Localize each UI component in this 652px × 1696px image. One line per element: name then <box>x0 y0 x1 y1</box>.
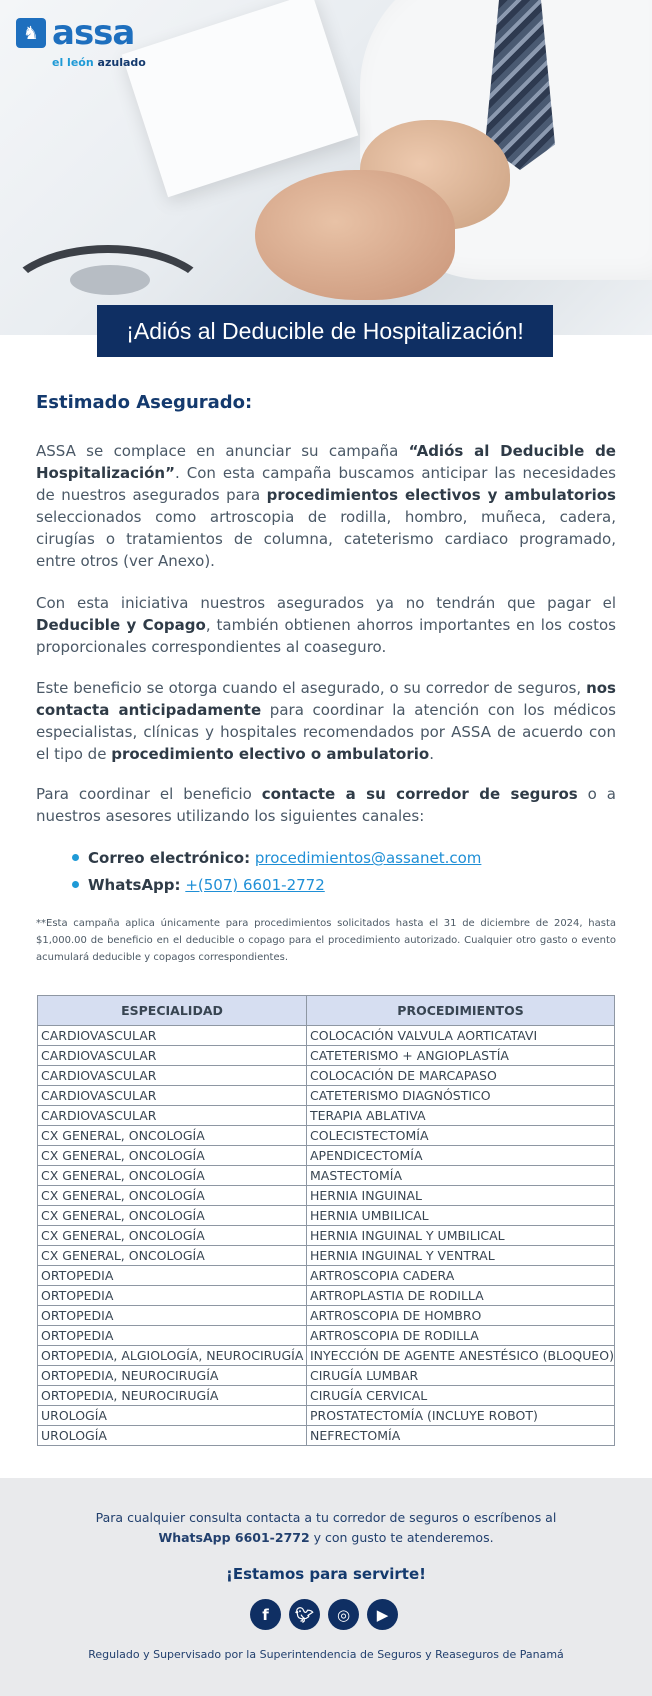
cell-specialty: CX GENERAL, ONCOLOGÍA <box>38 1246 307 1266</box>
instagram-icon[interactable]: ◎ <box>328 1599 359 1630</box>
cell-procedure: CIRUGÍA CERVICAL <box>307 1386 615 1406</box>
text: seleccionados como artroscopia de rodilla, hombro, muñeca, cadera, cirugías o tratamientos de columna, cateterismo cardiaco programado, entre otros (ver Anexo). <box>36 508 616 570</box>
facebook-icon[interactable]: f <box>250 1599 281 1630</box>
brand-logo[interactable] <box>16 13 135 53</box>
greeting: Estimado Asegurado: <box>36 392 253 413</box>
table-row <box>38 1246 615 1266</box>
table-header-row <box>38 996 615 1026</box>
cell-procedure: NEFRECTOMÍA <box>307 1426 615 1446</box>
email-label: Correo electrónico: <box>88 849 251 867</box>
hero-document-sheet <box>122 0 359 197</box>
whatsapp-label: WhatsApp: <box>88 876 181 894</box>
cell-specialty: ORTOPEDIA, ALGIOLOGÍA, NEUROCIRUGÍA <box>38 1346 307 1366</box>
cell-specialty: CX GENERAL, ONCOLOGÍA <box>38 1206 307 1226</box>
cell-procedure: CATETERISMO DIAGNÓSTICO <box>307 1086 615 1106</box>
cell-procedure: INYECCIÓN DE AGENTE ANESTÉSICO (BLOQUEO) <box>307 1346 615 1366</box>
cell-specialty: CX GENERAL, ONCOLOGÍA <box>38 1126 307 1146</box>
cell-procedure: HERNIA INGUINAL Y VENTRAL <box>307 1246 615 1266</box>
procedures-bold: procedimientos electivos y ambulatorios <box>266 486 616 504</box>
cell-specialty: CARDIOVASCULAR <box>38 1066 307 1086</box>
cell-specialty: ORTOPEDIA <box>38 1266 307 1286</box>
contact-channels <box>70 845 481 899</box>
table-row <box>38 1126 615 1146</box>
table-row <box>38 1066 615 1086</box>
procedures-table <box>37 995 615 1446</box>
campaign-name-bold: “Adiós al Deducible de Hospitalización” <box>36 442 616 482</box>
social-links <box>250 1599 398 1630</box>
cell-specialty: CX GENERAL, ONCOLOGÍA <box>38 1186 307 1206</box>
table-row <box>38 1146 615 1166</box>
cell-procedure: CATETERISMO + ANGIOPLASTÍA <box>307 1046 615 1066</box>
cell-procedure: CIRUGÍA LUMBAR <box>307 1366 615 1386</box>
cell-specialty: CX GENERAL, ONCOLOGÍA <box>38 1166 307 1186</box>
footer-line1: Para cualquier consulta contacta a tu corredor de seguros o escríbenos al <box>95 1510 557 1525</box>
footer-whatsapp-bold: WhatsApp 6601-2772 <box>158 1530 310 1545</box>
cell-specialty: ORTOPEDIA <box>38 1306 307 1326</box>
text: Este beneficio se otorga cuando el asegurado, o su corredor de seguros, <box>36 679 587 697</box>
cell-procedure: ARTROSCOPIA DE RODILLA <box>307 1326 615 1346</box>
table-row <box>38 1186 615 1206</box>
cell-specialty: CARDIOVASCULAR <box>38 1026 307 1046</box>
paragraph-coordinate <box>36 783 616 827</box>
regulatory-text: Regulado y Supervisado por la Superintendencia de Seguros y Reaseguros de Panamá <box>88 1648 564 1661</box>
twitter-icon[interactable]: 🐦︎ <box>289 1599 320 1630</box>
brand-tagline <box>52 56 146 69</box>
cell-procedure: APENDICECTOMÍA <box>307 1146 615 1166</box>
table-row <box>38 1426 615 1446</box>
table-row <box>38 1306 615 1326</box>
cell-specialty: ORTOPEDIA, NEUROCIRUGÍA <box>38 1386 307 1406</box>
footer-contact-text <box>0 1508 652 1548</box>
table-row <box>38 1166 615 1186</box>
youtube-icon[interactable]: ▶ <box>367 1599 398 1630</box>
paragraph-intro <box>36 440 616 572</box>
table-row <box>38 1326 615 1346</box>
table-row <box>38 1106 615 1126</box>
cell-specialty: CARDIOVASCULAR <box>38 1106 307 1126</box>
text: . Con esta campaña buscamos anticipar las necesidades de nuestros asegurados para <box>36 464 616 504</box>
cell-procedure: COLOCACIÓN DE MARCAPASO <box>307 1066 615 1086</box>
cell-procedure: HERNIA INGUINAL <box>307 1186 615 1206</box>
cell-procedure: ARTROSCOPIA DE HOMBRO <box>307 1306 615 1326</box>
cell-procedure: ARTROSCOPIA CADERA <box>307 1266 615 1286</box>
table-row <box>38 1046 615 1066</box>
text: o a nuestros asesores utilizando los siguientes canales: <box>36 785 616 825</box>
procedure-type-bold: procedimiento electivo o ambulatorio <box>111 745 430 763</box>
table-row <box>38 1026 615 1046</box>
lion-icon: ♞ <box>16 18 46 48</box>
table-row <box>38 1366 615 1386</box>
hero-hands-clasped <box>255 170 455 300</box>
cell-procedure: COLOCACIÓN VALVULA AORTICATAVI <box>307 1026 615 1046</box>
table-row <box>38 1206 615 1226</box>
contact-broker-bold: contacte a su corredor de seguros <box>261 785 578 803</box>
whatsapp-link[interactable]: +(507) 6601-2772 <box>185 876 325 894</box>
table-row <box>38 1406 615 1426</box>
email-link[interactable]: procedimientos@assanet.com <box>254 849 482 867</box>
table-row <box>38 1386 615 1406</box>
campaign-title: ¡Adiós al Deducible de Hospitalización! <box>97 305 553 357</box>
paragraph-benefit <box>36 592 616 658</box>
text: para coordinar la atención con los médicos especialistas, clínicas y hospitales recomendados por ASSA de acuerdo con el tipo de <box>36 701 616 763</box>
cell-procedure: HERNIA UMBILICAL <box>307 1206 615 1226</box>
paragraph-conditions <box>36 677 616 765</box>
footer-closing: ¡Estamos para servirte! <box>226 1565 426 1583</box>
text: . <box>429 745 434 763</box>
cell-procedure: COLECISTECTOMÍA <box>307 1126 615 1146</box>
procedures-table-body <box>38 1026 615 1446</box>
contact-early-bold: nos contacta anticipadamente <box>36 679 616 719</box>
table-row <box>38 1226 615 1246</box>
campaign-footnote: **Esta campaña aplica únicamente para procedimientos solicitados hasta el 31 de diciembre de 2024, hasta $1,000.00 de beneficio en el deducible o copago para el procedimiento autorizado. Cualquier otro gasto o evento acumulará deducible y copagos correspondientes. <box>36 918 616 963</box>
footer <box>0 1478 652 1696</box>
footer-line2: y con gusto te atenderemos. <box>309 1530 494 1545</box>
cell-specialty: CX GENERAL, ONCOLOGÍA <box>38 1146 307 1166</box>
tagline-part1: el león <box>52 56 94 69</box>
cell-specialty: CARDIOVASCULAR <box>38 1086 307 1106</box>
cell-specialty: ORTOPEDIA, NEUROCIRUGÍA <box>38 1366 307 1386</box>
cell-specialty: UROLOGÍA <box>38 1426 307 1446</box>
cell-specialty: UROLOGÍA <box>38 1406 307 1426</box>
deductible-bold: Deducible y Copago <box>36 616 206 634</box>
cell-procedure: ARTROPLASTIA DE RODILLA <box>307 1286 615 1306</box>
text: ASSA se complace en anunciar su campaña <box>36 442 409 460</box>
header-specialty: ESPECIALIDAD <box>38 996 307 1026</box>
table-row <box>38 1346 615 1366</box>
table-row <box>38 1286 615 1306</box>
channel-whatsapp <box>70 872 481 899</box>
cell-procedure: PROSTATECTOMÍA (INCLUYE ROBOT) <box>307 1406 615 1426</box>
text: Para coordinar el beneficio <box>36 785 262 803</box>
channel-email <box>70 845 481 872</box>
cell-specialty: ORTOPEDIA <box>38 1326 307 1346</box>
cell-specialty: CX GENERAL, ONCOLOGÍA <box>38 1226 307 1246</box>
cell-procedure: MASTECTOMÍA <box>307 1166 615 1186</box>
table-row <box>38 1086 615 1106</box>
brand-name: assa <box>52 13 135 53</box>
cell-procedure: TERAPIA ABLATIVA <box>307 1106 615 1126</box>
hero-image <box>0 0 652 335</box>
cell-specialty: CARDIOVASCULAR <box>38 1046 307 1066</box>
header-procedures: PROCEDIMIENTOS <box>307 996 615 1026</box>
tagline-part2: azulado <box>97 56 146 69</box>
cell-procedure: HERNIA INGUINAL Y UMBILICAL <box>307 1226 615 1246</box>
table-row <box>38 1266 615 1286</box>
text: Con esta iniciativa nuestros asegurados ya no tendrán que pagar el <box>36 594 616 612</box>
hero-stethoscope-chestpiece <box>70 265 150 295</box>
text: , también obtienen ahorros importantes en los costos proporcionales correspondientes al coaseguro. <box>36 616 616 656</box>
cell-specialty: ORTOPEDIA <box>38 1286 307 1306</box>
